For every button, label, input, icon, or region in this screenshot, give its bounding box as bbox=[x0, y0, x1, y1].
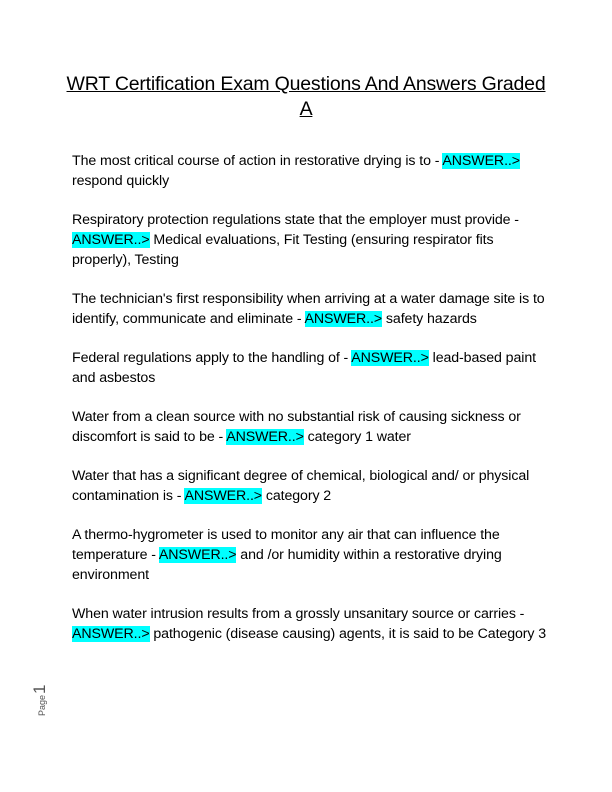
answer-marker: ANSWER..> bbox=[184, 488, 262, 504]
question-text: When water intrusion results from a grossly unsanitary source or carries - bbox=[72, 606, 525, 622]
answer-text: pathogenic (disease causing) agents, it is said to be Category 3 bbox=[149, 626, 547, 642]
answer-marker: ANSWER..> bbox=[72, 626, 150, 642]
qa-item bbox=[72, 210, 547, 270]
question-text: Water from a clean source with no substantial risk of causing sickness or discomfort is said to be - bbox=[72, 409, 521, 445]
qa-item bbox=[72, 151, 547, 191]
answer-marker: ANSWER..> bbox=[442, 153, 520, 169]
answer-marker: ANSWER..> bbox=[351, 350, 429, 366]
qa-item bbox=[72, 407, 547, 447]
answer-text: Medical evaluations, Fit Testing (ensuring respirator fits properly), Testing bbox=[72, 232, 494, 268]
qa-list bbox=[72, 151, 547, 663]
page-word: Page bbox=[37, 694, 47, 716]
qa-item bbox=[72, 604, 547, 644]
answer-marker: ANSWER..> bbox=[304, 311, 383, 327]
answer-text: category 2 bbox=[262, 488, 332, 504]
question-text: The most critical course of action in restorative drying is to - bbox=[72, 153, 443, 169]
answer-text: and /or humidity within a restorative drying environment bbox=[72, 547, 502, 583]
qa-item bbox=[72, 466, 547, 506]
answer-text: respond quickly bbox=[72, 173, 170, 189]
page-number-label bbox=[30, 685, 50, 717]
answer-marker: ANSWER..> bbox=[158, 547, 237, 563]
question-text: A thermo-hygrometer is used to monitor any air that can influence the temperature - bbox=[72, 527, 500, 563]
question-text: Respiratory protection regulations state that the employer must provide - bbox=[72, 212, 519, 228]
qa-item bbox=[72, 348, 547, 388]
question-text: Federal regulations apply to the handling of - bbox=[72, 350, 352, 366]
question-text: The technician's first responsibility when arriving at a water damage site is to identify, communicate and eliminate - bbox=[72, 291, 545, 327]
answer-text: safety hazards bbox=[382, 311, 477, 327]
question-text: Water that has a significant degree of chemical, biological and/ or physical contamination is - bbox=[72, 468, 530, 504]
qa-item bbox=[72, 525, 547, 585]
document-title: WRT Certification Exam Questions And Answers Graded A bbox=[66, 73, 546, 120]
page-number: 1 bbox=[30, 684, 49, 694]
answer-text: category 1 water bbox=[303, 429, 411, 445]
answer-marker: ANSWER..> bbox=[226, 429, 304, 445]
qa-item bbox=[72, 289, 547, 329]
answer-text: lead-based paint and asbestos bbox=[72, 350, 536, 386]
answer-marker: ANSWER..> bbox=[72, 232, 150, 248]
